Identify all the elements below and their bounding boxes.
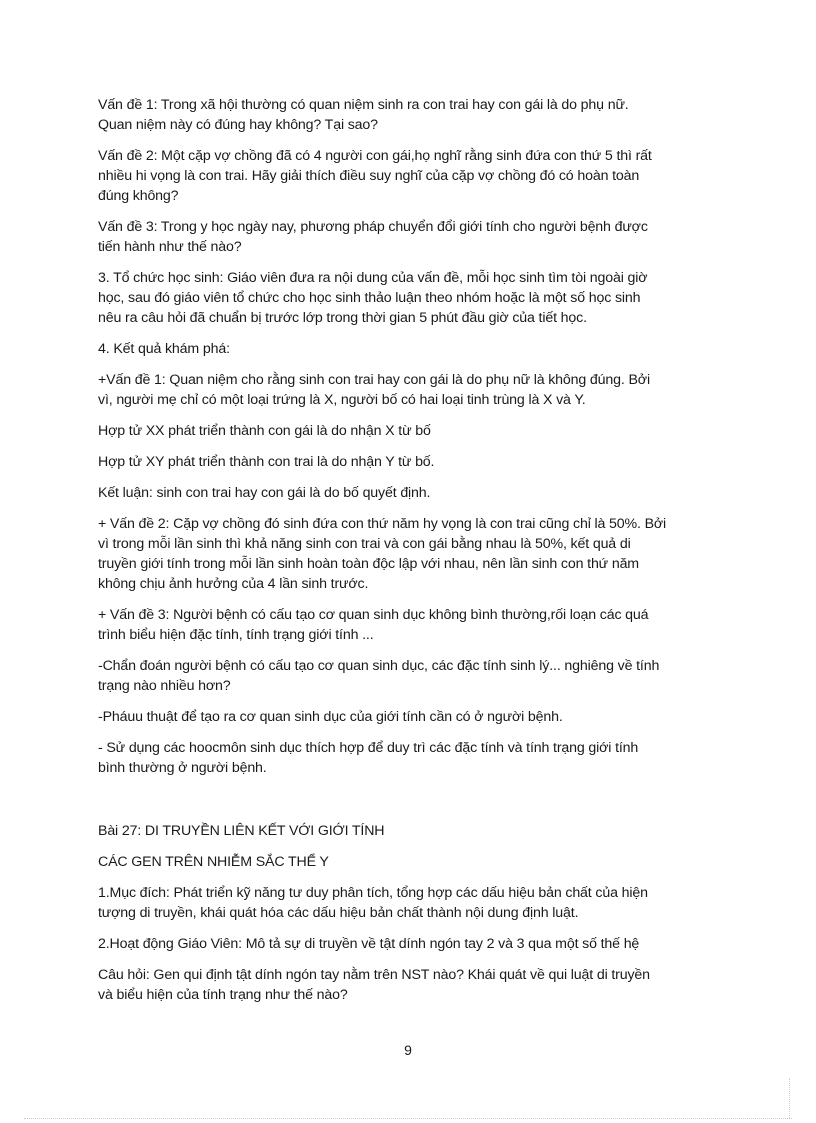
paragraph-line: 1.Mục đích: Phát triển kỹ năng tư duy phân tích, tổng hợp các dấu hiệu bản chất của hiện [98,885,648,901]
paragraph [98,605,720,645]
paragraph-line: Bài 27: DI TRUYỀN LIÊN KẾT VỚI GIỚI TÍNH [98,823,385,839]
paragraph-line: trạng nào nhiều hơn? [98,678,231,694]
paragraph [98,268,720,328]
paragraph-line: +Vấn đề 1: Quan niệm cho rằng sinh con trai hay con gái là do phụ nữ là không đúng. Bởi [98,372,650,388]
paragraph-line: 3. Tổ chức học sinh: Giáo viên đưa ra nội dung của vấn đề, mỗi học sinh tìm tòi ngoài giờ [98,270,648,286]
paragraph [98,707,720,727]
section-lesson-27 [98,821,720,1005]
paragraph-line: + Vấn đề 3: Người bệnh có cấu tạo cơ quan sinh dục không bình thường,rối loạn các quá [98,607,649,623]
paragraph-line: tượng di truyền, khái quát hóa các dấu hiệu bản chất thành nội dung định luật. [98,905,579,921]
paragraph [98,483,720,503]
paragraph [98,965,720,1005]
paragraph [98,883,720,923]
page-bottom-divider [24,1118,792,1119]
paragraph [98,852,720,872]
paragraph-line: 4. Kết quả khám phá: [98,341,230,357]
paragraph-line: 2.Hoạt động Giáo Viên: Mô tả sự di truyền về tật dính ngón tay 2 và 3 qua một số thế hệ [98,936,640,952]
paragraph-line: tiến hành như thế nào? [98,239,242,255]
paragraph-line: học, sau đó giáo viên tổ chức cho học sinh thảo luận theo nhóm hoặc là một số học sinh [98,290,641,306]
paragraph-line: đúng không? [98,188,179,204]
paragraph-line: nhiều hi vọng là con trai. Hãy giải thích điều suy nghĩ của cặp vợ chồng đó có hoàn toàn [98,168,640,184]
paragraph-line: -Chẩn đoán người bệnh có cấu tạo cơ quan sinh dục, các đặc tính sinh lý... nghiêng về tính [98,658,660,674]
paragraph-line: nêu ra câu hỏi đã chuẩn bị trước lớp trong thời gian 5 phút đầu giờ của tiết học. [98,310,587,326]
paragraph-line: Vấn đề 2: Một cặp vợ chồng đã có 4 người con gái,họ nghĩ rằng sinh đứa con thứ 5 thì rất [98,148,652,164]
paragraph [98,95,720,135]
paragraph-line: Vấn đề 1: Trong xã hội thường có quan niệm sinh ra con trai hay con gái là do phụ nữ. [98,97,629,113]
page-corner-divider [789,1078,790,1118]
paragraph-line: Quan niệm này có đúng hay không? Tại sao? [98,117,378,133]
paragraph-line: Vấn đề 3: Trong y học ngày nay, phương pháp chuyển đổi giới tính cho người bệnh được [98,219,648,235]
paragraph [98,370,720,410]
page-number: 9 [404,1042,412,1058]
paragraph-line: trình biểu hiện đặc tính, tính trạng giới tính ... [98,627,374,643]
paragraph-line: -Pháuu thuật để tạo ra cơ quan sinh dục của giới tính cần có ở người bệnh. [98,709,563,725]
paragraph-line: vì, người mẹ chỉ có một loại trứng là X, người bố có hai loại tinh trùng là X và Y. [98,392,586,408]
paragraph [98,821,720,841]
paragraph-line: Kết luận: sinh con trai hay con gái là do bố quyết định. [98,485,431,501]
paragraph-line: Hợp tử XY phát triển thành con trai là do nhận Y từ bố. [98,454,435,470]
paragraph-line: Hợp tử XX phát triển thành con gái là do nhận X từ bố [98,423,431,439]
paragraph-line: Câu hỏi: Gen qui định tật dính ngón tay nằm trên NST nào? Khái quát về qui luật di truyền [98,967,650,983]
paragraph-line: CÁC GEN TRÊN NHIỄM SẮC THỂ Y [98,854,329,870]
paragraph-line: truyền giới tính trong mỗi lần sinh hoàn toàn độc lập với nhau, nên lần sinh con thứ năm [98,556,639,572]
paragraph [98,421,720,441]
paragraph [98,656,720,696]
page-body [98,95,720,1016]
paragraph [98,217,720,257]
paragraph-line: không chịu ảnh hưởng của 4 lần sinh trước. [98,576,369,592]
paragraph [98,738,720,778]
section-gap [98,789,720,821]
paragraph [98,514,720,594]
paragraph [98,934,720,954]
paragraph-line: - Sử dụng các hoocmôn sinh dục thích hợp để duy trì các đặc tính và tính trạng giới tính [98,740,639,756]
paragraph [98,146,720,206]
paragraph-line: + Vấn đề 2: Cặp vợ chồng đó sinh đứa con thứ năm hy vọng là con trai cũng chỉ là 50%. Bởi [98,516,667,532]
paragraph [98,339,720,359]
paragraph-line: và biểu hiện của tính trạng như thế nào? [98,987,348,1003]
paragraph-line: bình thường ở người bệnh. [98,760,267,776]
paragraph-line: vì trong mỗi lần sinh thì khả năng sinh con trai và con gái bằng nhau là 50%, kết quả di [98,536,631,552]
paragraph [98,452,720,472]
section-discussion [98,95,720,778]
